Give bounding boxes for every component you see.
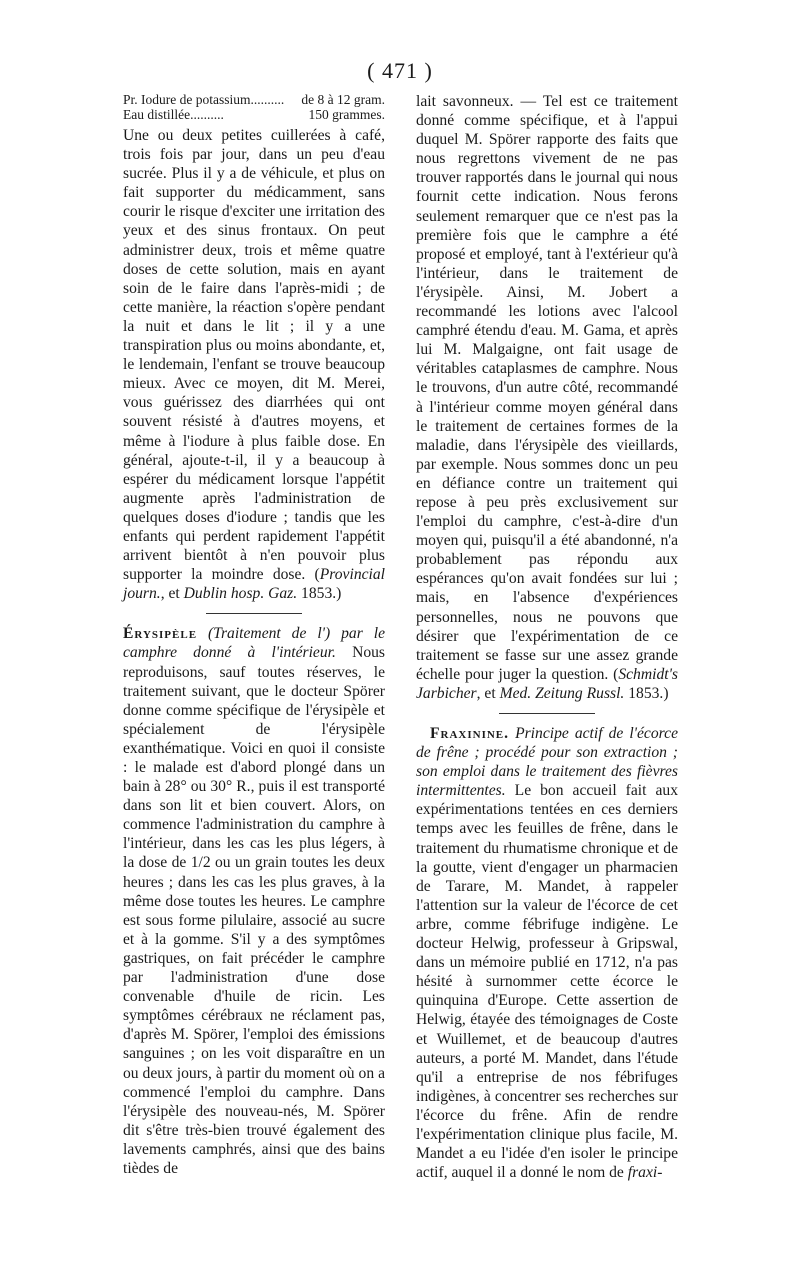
- citation: Provincial journ.: [123, 566, 385, 603]
- section-divider: [206, 613, 302, 614]
- paragraph-text: , et: [476, 684, 500, 702]
- prescription-ingredient: Pr. Iodure de potassium..........: [123, 92, 285, 107]
- right-column: [416, 92, 678, 1182]
- citation: Schmidt's Jarbicher: [416, 665, 678, 702]
- page-number: ( 471 ): [367, 58, 433, 83]
- paragraph-text: Nous reproduisons, sauf toutes réserves, le traitement suivant, que le docteur Spörer donne comme spécifique de l'érysipèle et spécialement de l'érysipèle exanthématique. Voici en quoi il consiste : le malade est d'abord plongé dans un bain à 28° ou 30° R., puis il est transporté dans son lit et bien couvert. Alors, on commence l'administration du camphre à l'intérieur, dans les cas les plus légers, à la dose de 1/2 ou un grain toutes les deux heures ; dans les cas les plus graves, à la même dose toutes les heures. Le camphre est sous forme pilulaire, associé au sucre et à la gomme. S'il y a des symptômes gastriques, on fait précéder le camphre par l'administration d'une dose convenable d'huile de ricin. Les symptômes cérébraux ne réclament pas, d'après M. Spörer, l'emploi des émissions sanguines ; on les voit disparaître en un ou deux jours, à partir du moment où on a commencé l'emploi du camphre. Dans l'érysipèle des nouveau-nés, M. Spörer dit s'être très-bien trouvé également des lavements camphrés, ainsi que des bains tièdes de: [123, 644, 385, 1177]
- paragraph-text: , et: [160, 585, 184, 603]
- paragraph-text: Le bon accueil fait aux expérimentations tentées en ces derniers temps avec les feuilles de frêne, dans le traitement du rhumatisme chronique et de la goutte, vient d'engager un pharmacien de Tarare, M. Mandet, à rappeler l'attention sur la valeur de l'écorce de cet arbre, comme fébrifuge indigène. Le docteur Helwig, professeur à Gripswal, dans un mémoire publié en 1712, n'a pas hésité à surnommer cette écorce le quinquina d'Europe. Cette assertion de Helwig, étayée des témoignages de Coste et Wuillemet, et de beaucoup d'autres auteurs, a porté M. Mandet, dans l'étude qu'il a entreprise de nos fébrifuges indigènes, à concentrer ses recherches sur l'écorce du frêne. Afin de rendre l'expérimentation clinique plus facile, M. Mandet a eu l'idée d'en isoler le principe actif, auquel il a donné le nom de: [416, 782, 678, 1182]
- article-paragraph: [416, 724, 678, 1182]
- left-column: [123, 92, 385, 1178]
- article-title: Érysipèle: [123, 625, 198, 643]
- prescription-dose: 150 grammes.: [308, 107, 385, 122]
- paragraph-text: fraxi-: [627, 1164, 663, 1182]
- prescription-ingredient: Eau distillée..........: [123, 107, 224, 122]
- section-divider: [499, 713, 595, 714]
- paragraph-text: lait savonneux. — Tel est ce traitement donné comme spécifique, et à l'appui duquel M. Spörer rapporte des faits que nous regrettons vivement de ne pas trouver rapportés dans le journal qui nous fournit cette indication. Nous ferons seulement remarquer que ce n'est pas la première fois que le camphre a été proposé et employé, tant à l'extérieur qu'à l'intérieur, dans le traitement de l'érysipèle. Ainsi, M. Jobert a recommandé les lotions avec l'alcool camphré étendu d'eau. M. Gama, et après lui M. Malgaigne, ont fait usage de véritables cataplasmes de camphre. Nous le trouvons, d'un autre côté, recommandé à l'intérieur comme moyen général dans le traitement de certaines formes de la maladie, dans l'érysipèle des vieillards, par exemple. Nous sommes donc un peu en défiance contre un traitement qui repose à peu près exclusivement sur l'emploi du camphre, c'est-à-dire d'un moyen qui, puisqu'il a été abandonné, n'a probablement pas répondu aux espérances qu'on avait fondées sur lui ; mais, en l'absence d'expériences personnelles, nous ne pouvons que désirer que l'expérimentation de ce traitement se fasse sur une assez grande échelle pour juger la question. (: [416, 93, 678, 683]
- prescription-dose: de 8 à 12 gram.: [301, 92, 385, 107]
- paragraph-text: Une ou deux petites cuillerées à café, trois fois par jour, dans un peu d'eau sucrée. Plus il y a de véhicule, et plus on fait supporter du médicamment, sans courir le risque d'exciter une irritation des yeux et des sinus frontaux. On peut administrer deux, trois et même quatre doses de cette solution, mais en ayant soin de le faire dans l'après-midi ; de cette manière, la réaction s'opère pendant la nuit et dans le lit ; il y a une transpiration plus ou moins abondante, et, le lendemain, l'enfant se trouve beaucoup mieux. Avec ce moyen, dit M. Merei, vous guérissez des diarrhées qui ont souvent résisté à d'autres moyens, et même à l'iodure à plus faible dose. En général, ajoute-t-il, il y a beaucoup à espérer du médicament lorsque l'appétit augmente après l'administration de quelques doses d'iodure ; tandis que les enfants qui perdent rapidement l'appétit arrivent bientôt à n'en pouvoir plus supporter la moindre dose. (: [123, 127, 385, 584]
- prescription-table: [123, 92, 385, 122]
- paragraph: [123, 126, 385, 603]
- paragraph-text: 1853.): [297, 585, 342, 603]
- article-subtitle: Principe actif de l'écorce de frêne ; procédé pour son extraction ; son emploi dans le traitement des fièvres intermittentes.: [416, 725, 678, 800]
- article-paragraph: [123, 624, 385, 1178]
- citation: Dublin hosp. Gaz.: [183, 585, 298, 603]
- prescription-row: [123, 107, 385, 122]
- citation: Med. Zeitung Russl.: [499, 684, 625, 702]
- prescription-row: [123, 92, 385, 107]
- article-subtitle: (Traitement de l') par le camphre donné à l'intérieur.: [123, 625, 385, 662]
- paragraph-text: 1853.): [624, 684, 669, 702]
- paragraph: [416, 92, 678, 703]
- article-title: Fraxinine.: [430, 725, 510, 742]
